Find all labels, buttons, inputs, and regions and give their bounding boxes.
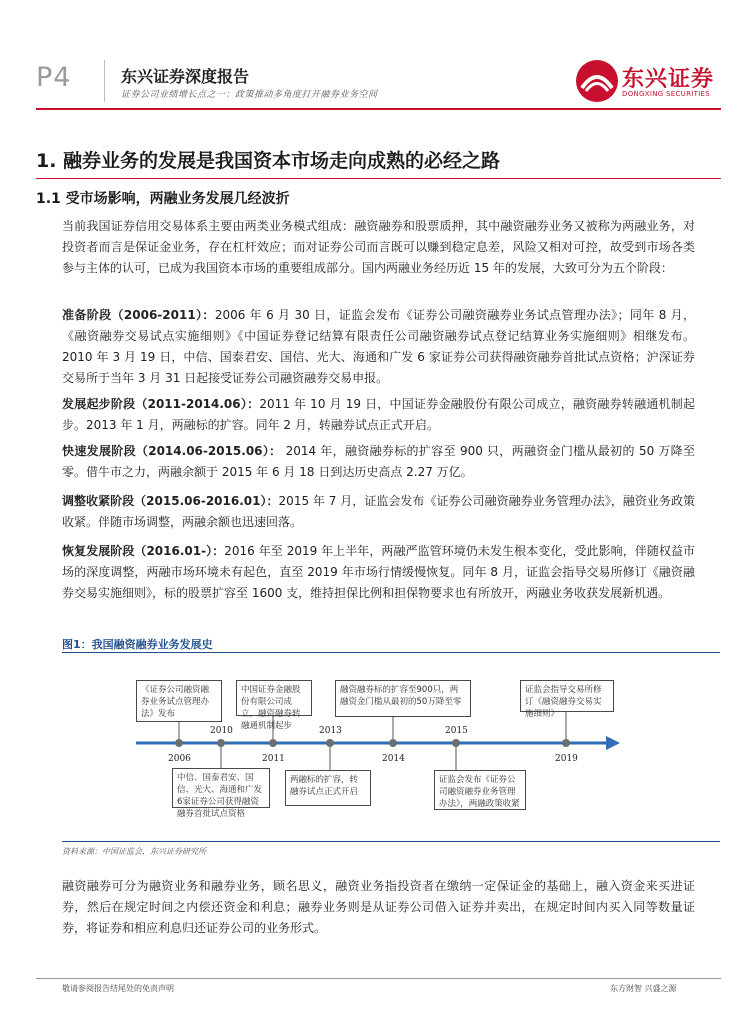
logo-english-text: DONGXING SECURITIES (622, 90, 711, 98)
stage-3-text: 2014 年，融资融券标的扩容至 900 只，两融资金门槛从最初的 50 万降至零。借牛市之力，两融余额于 2015 年 6 月 18 日到达历史高点 2.27 万亿。 (62, 444, 696, 479)
year-2010: 2010 (210, 726, 233, 736)
stage-1-title: 准备阶段（2006-2011）： (62, 308, 215, 322)
event-box-2011: 中国证券金融股份有限公司成立，融资融券转融通机制起步 (236, 680, 312, 716)
marker-2019 (562, 739, 570, 747)
source-rule (62, 841, 720, 842)
event-box-2006: 《证券公司融资融券业务试点管理办法》发布 (136, 680, 222, 722)
subsection-heading: 1.1 受市场影响，两融业务发展几经波折 (36, 191, 290, 207)
footer-slogan: 东方财智 兴盛之源 (610, 984, 677, 993)
page-number: P4 (36, 62, 72, 93)
year-2015: 2015 (445, 726, 468, 736)
marker-2014 (389, 739, 397, 747)
marker-2013 (326, 739, 334, 747)
stage-4-title: 调整收紧阶段（2015.06-2016.01）： (62, 494, 279, 508)
figure-title: 图1：我国融资融券业务发展史 (62, 638, 213, 651)
year-2019: 2019 (555, 754, 578, 764)
footer-rule (36, 978, 721, 979)
year-2014: 2014 (382, 754, 405, 764)
year-2006: 2006 (168, 754, 191, 764)
year-2013: 2013 (319, 726, 342, 736)
event-box-2010: 中信、国泰君安、国信、光大、海通和广发6家证券公司获得融资融券首批试点资格 (172, 768, 270, 808)
marker-2015 (452, 739, 460, 747)
stage-2-text: 2011 年 10 月 19 日，中国证券金融股份有限公司成立，融资融券转融通机制起步。2013 年 1 月，两融标的扩容。同年 2 月，转融券试点正式开启。 (62, 397, 695, 432)
event-box-2019: 证监会指导交易所修订《融资融券交易实施细则》 (520, 680, 614, 712)
marker-2006 (175, 739, 183, 747)
stage-2-title: 发展起步阶段（2011-2014.06）： (62, 397, 260, 411)
timeline-arrow (606, 736, 620, 750)
logo-text: 东兴证券 (622, 67, 715, 92)
event-box-2014: 融资融券标的扩容至900只，两融资金门槛从最初的50万降至零 (335, 680, 471, 717)
closing-paragraph: 融资融券可分为融资业务和融券业务，顾名思义，融资业务指投资者在缴纳一定保证金的基础上，融入资金来买进证券，然后在规定时间之内偿还资金和利息；融券业务则是从证券公司借入证券并卖出，在规定时间内买入同等数量证券，将证券和相应利息归还证券公司的业务形式。 (62, 879, 695, 935)
year-2011: 2011 (262, 754, 285, 764)
stage-3-title: 快速发展阶段（2014.06-2015.06）： (62, 444, 282, 458)
stage-1-text: 2006 年 6 月 30 日，证监会发布《证券公司融资融券业务试点管理办法》；同年 8 月，《融资融券交易试点实施细则》《中国证券登记结算有限责任公司融资融券试点登记结算业务实施细则》相继发布。2010 年 3 月 19 日，中信、国泰君安、国信、光大、海通和广发 6 家证券公司获得融资融券首批试点资格；沪深证券交易所于当年 3 月 31 日起接受证券公司融资融券交易申报。 (62, 308, 695, 385)
marker-2011 (269, 739, 277, 747)
report-subtitle: 证券公司业绩增长点之一：政策推动多角度打开融券业务空间 (121, 90, 378, 100)
intro-paragraph: 当前我国证券信用交易体系主要由两类业务模式组成：融资融券和股票质押，其中融资融券业务又被称为两融业务，对投资者而言是保证金业务，存在杠杆效应；而对证券公司而言既可以赚到稳定息差，风险又相对可控，故受到市场各类参与主体的认可，已成为我国资本市场的重要组成部分。国内两融业务经历近 15 年的发展，大致可分为五个阶段： (62, 219, 695, 275)
footer-disclaimer: 敬请参阅报告结尾处的免责声明 (62, 984, 174, 993)
event-box-2015: 证监会发布《证券公司融资融券业务管理办法》，两融政策收紧 (434, 770, 526, 810)
report-title: 东兴证券深度报告 (121, 67, 250, 86)
marker-2010 (217, 739, 225, 747)
section-heading: 1. 融券业务的发展是我国资本市场走向成熟的必经之路 (36, 150, 501, 172)
stage-5-text: 2016 年至 2019 年上半年，两融严监管环境仍未发生根本变化，受此影响，伴随权益市场的深度调整，两融市场环境未有起色，直至 2019 年市场行情缓慢恢复。同年 8 月，证监会指导交易所修订《融资融券交易实施细则》，标的股票扩容至 1600 支，维持担保比例和担保物要求也有所放开，两融业务收获发展新机遇。 (62, 544, 696, 600)
stage-5-title: 恢复发展阶段（2016.01-）： (62, 544, 225, 558)
stage-4-text: 2015 年 7 月，证监会发布《证券公司融资融券业务管理办法》，融资业务政策收紧。伴随市场调整，两融余额也迅速回落。 (62, 494, 695, 529)
figure-source: 资料来源：中国证监会，东兴证券研究所 (62, 847, 206, 856)
event-box-2013: 两融标的扩容，转融券试点正式开启 (285, 770, 371, 806)
